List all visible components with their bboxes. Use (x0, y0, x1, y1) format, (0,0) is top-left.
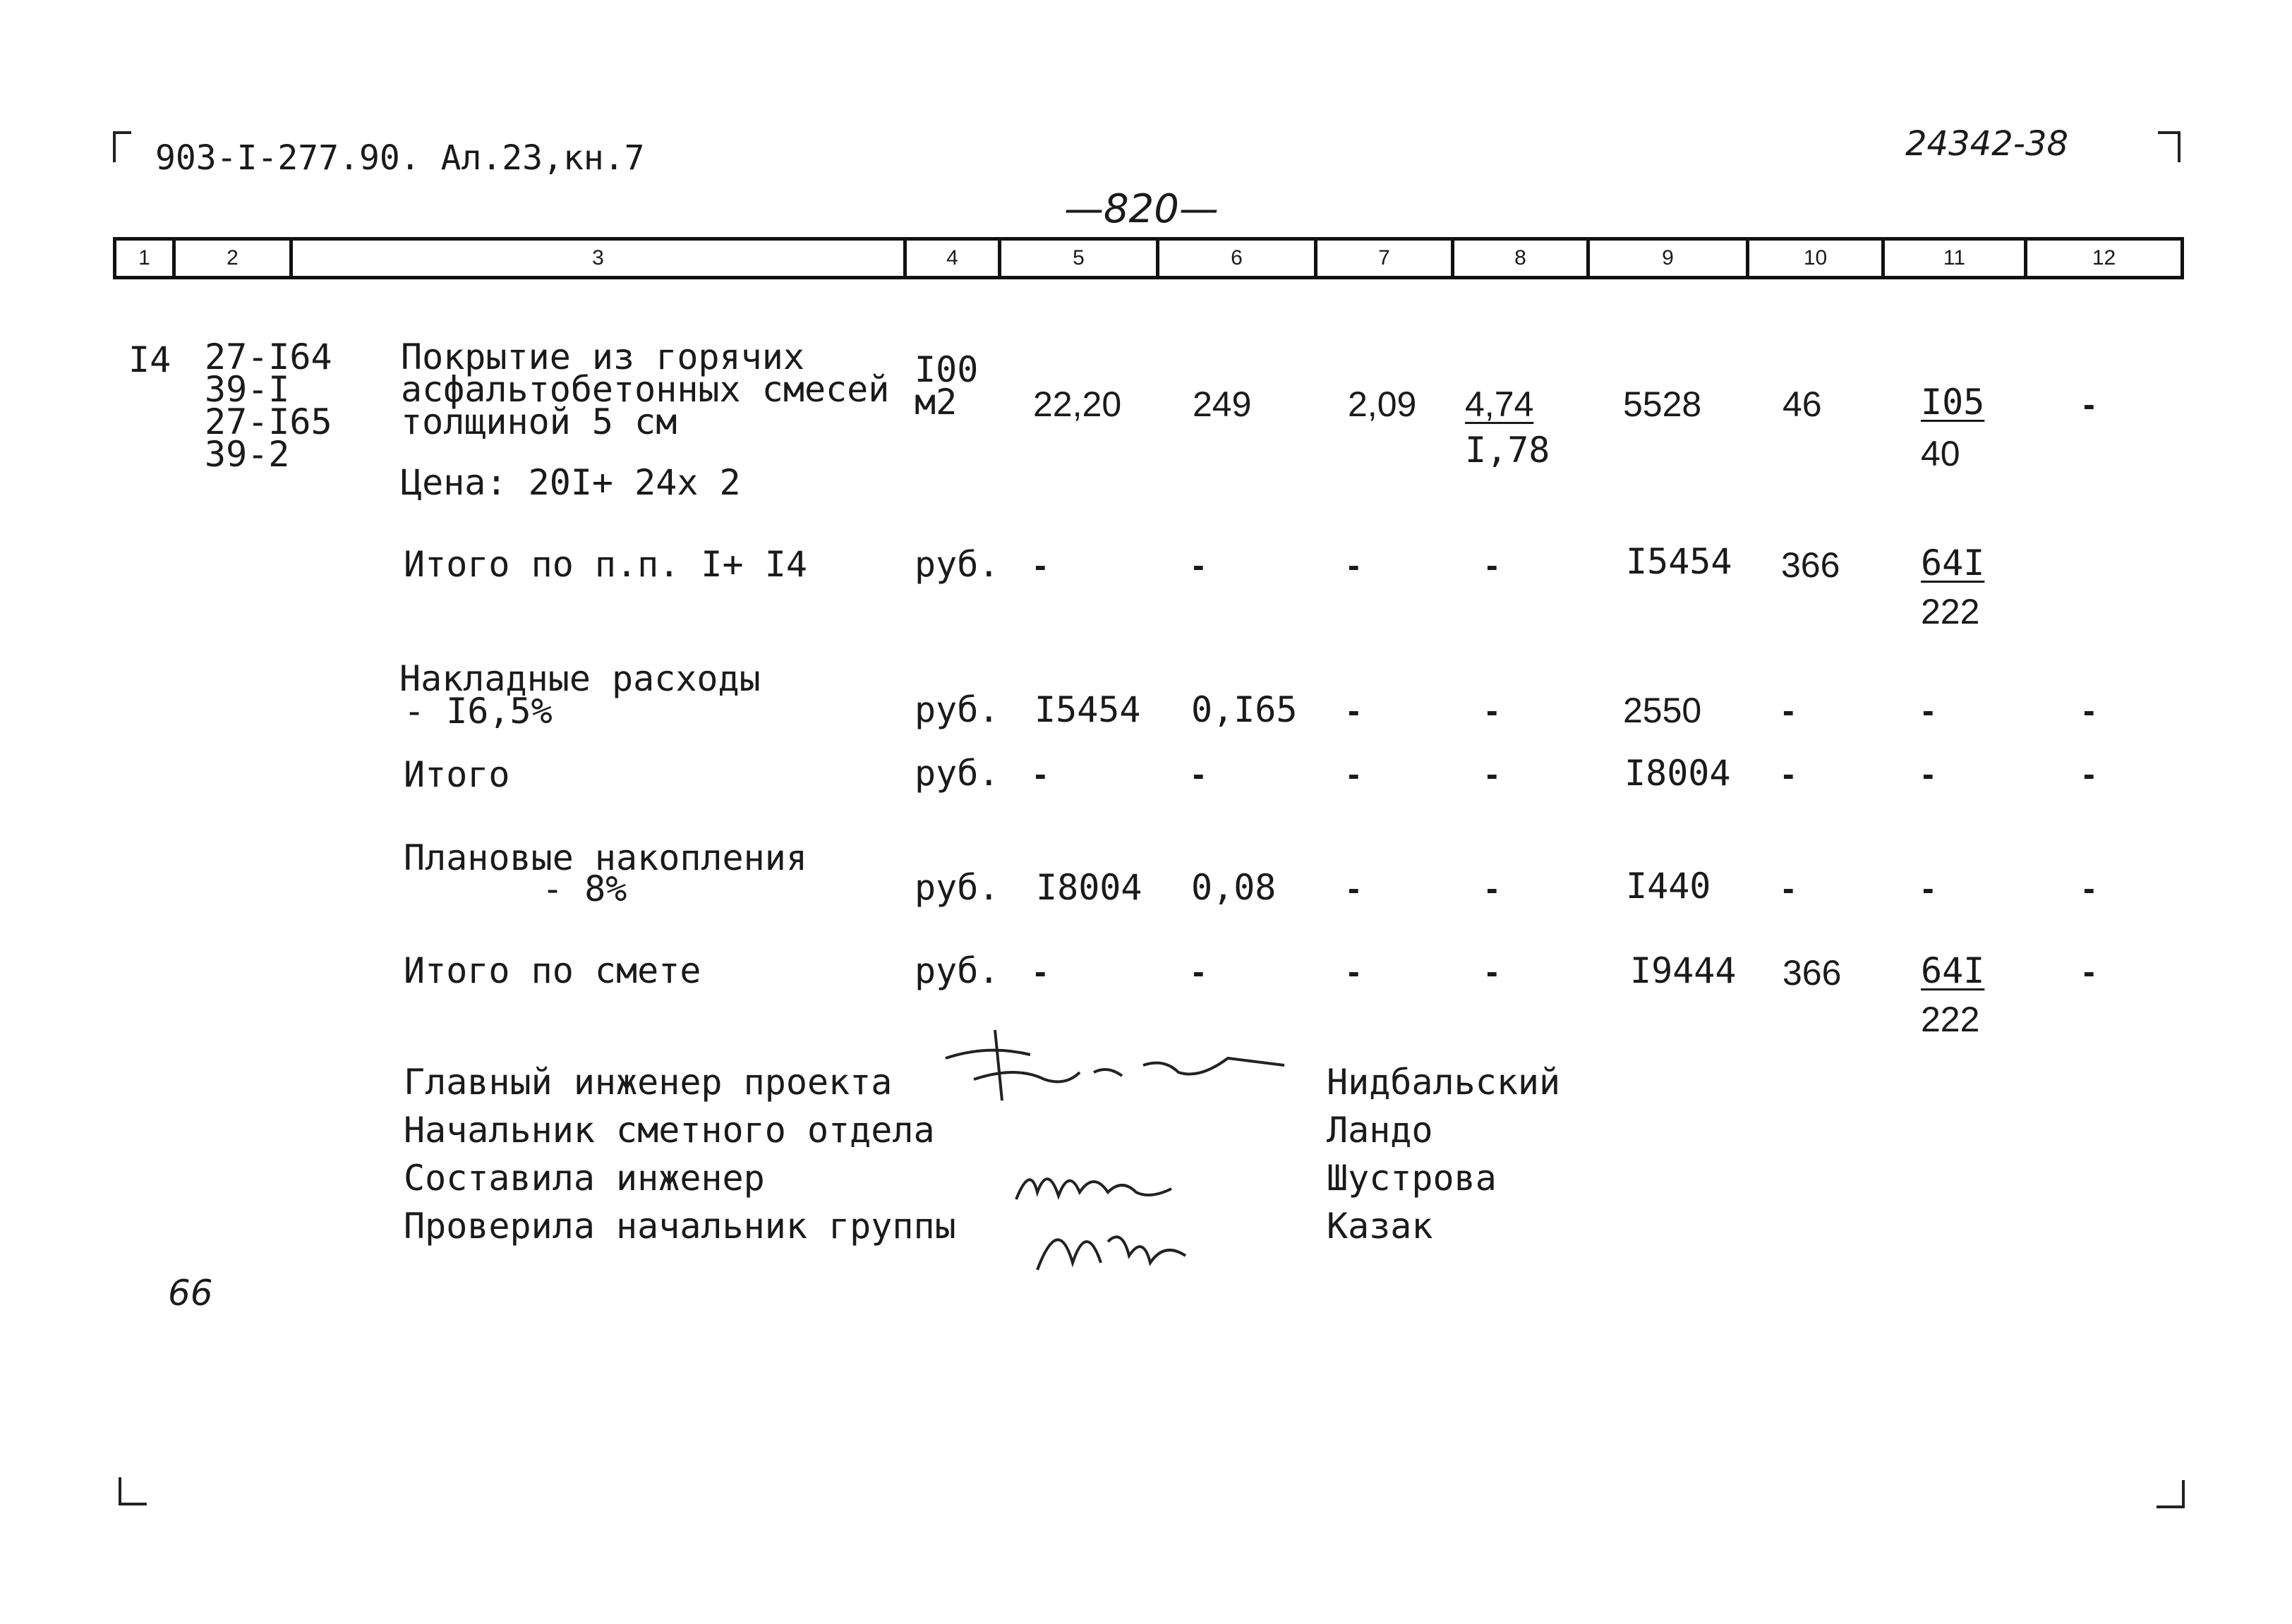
cell-col6: - (1193, 754, 1205, 794)
cell-col9: I5454 (1626, 541, 1732, 582)
cell-col12: - (2083, 952, 2095, 991)
handwritten-signature-chief-engineer (931, 1016, 1298, 1115)
footer-mark: 66 (168, 1273, 213, 1314)
col-header-1: 1 (115, 239, 174, 278)
description-line: Итого (404, 754, 510, 795)
cell-col8-bottom: I,78 (1465, 430, 1550, 471)
cell-col6: - (1193, 545, 1205, 585)
cell-col8: - (1486, 691, 1498, 730)
price-note: Цена: 20I+ 24х 2 (401, 462, 741, 503)
column-number-header (113, 237, 2184, 279)
col-header-10: 10 (1748, 239, 1883, 278)
cell-col6: 0,08 (1191, 867, 1277, 908)
cell-col10: - (1783, 868, 1795, 908)
cell-col8: - (1486, 868, 1498, 908)
col-header-4: 4 (905, 239, 1000, 278)
col-header-5: 5 (1000, 239, 1158, 278)
description-line: - I6,5% (404, 691, 553, 732)
corner-mark-top-left (113, 131, 131, 162)
cell-col6: 249 (1193, 384, 1252, 424)
cell-col9: I9444 (1630, 950, 1737, 991)
unit: руб. (915, 544, 1000, 585)
code: 27-I64 (205, 337, 332, 377)
cell-col7: - (1348, 868, 1360, 908)
cell-col11-bottom: 40 (1921, 434, 1960, 473)
cell-col7: - (1348, 952, 1360, 991)
cell-col11: - (1922, 868, 1934, 908)
cell-col6: 0,I65 (1191, 689, 1298, 730)
code: 39-I (205, 369, 290, 410)
corner-mark-top-right (2158, 131, 2181, 162)
cell-col5: - (1035, 952, 1047, 991)
corner-mark-bottom-left (119, 1477, 147, 1505)
description-line: Плановые накопления (404, 837, 807, 878)
document-code: 903-I-277.90. Ал.23,кн.7 (155, 138, 645, 178)
unit: I00 (915, 349, 979, 390)
cell-col11-top: 64I (1921, 543, 1985, 583)
cell-col9: I8004 (1624, 753, 1731, 794)
description-line: Покрытие из горячих (401, 337, 804, 377)
col-header-11: 11 (1883, 239, 2026, 278)
signature-name: Нидбальский (1327, 1062, 1561, 1103)
col-header-9: 9 (1588, 239, 1748, 278)
cell-col9: I440 (1626, 866, 1711, 907)
signature-role: Составила инженер (404, 1158, 765, 1199)
description-line: толщиной 5 см (401, 401, 677, 442)
cell-col7: - (1348, 691, 1360, 730)
col-header-8: 8 (1453, 239, 1588, 278)
col-header-6: 6 (1158, 239, 1316, 278)
cell-col8: - (1486, 754, 1498, 794)
code: 39-2 (205, 434, 290, 475)
description-line: асфальтобетонных смесей (401, 369, 890, 410)
cell-col10: 46 (1783, 384, 1822, 424)
cell-col10: 366 (1783, 953, 1842, 993)
cell-col5: I8004 (1036, 867, 1142, 908)
signature-name: Шустрова (1327, 1158, 1497, 1199)
cell-col7: - (1348, 545, 1360, 585)
signature-name: Казак (1327, 1206, 1433, 1247)
cell-col7: 2,09 (1348, 384, 1417, 424)
cell-col11: - (1922, 691, 1934, 730)
unit: м2 (915, 382, 958, 423)
cell-col6: - (1193, 952, 1205, 991)
cell-col12: - (2083, 691, 2095, 730)
col-header-2: 2 (174, 239, 291, 278)
cell-col11-top: 64I (1921, 950, 1985, 991)
cell-col12: - (2083, 868, 2095, 908)
signature-role: Проверила начальник группы (404, 1206, 956, 1247)
unit: руб. (915, 867, 1000, 908)
cell-col8: - (1486, 545, 1498, 585)
cell-col11-top: I05 (1921, 382, 1985, 423)
cell-col11: - (1922, 754, 1934, 794)
cell-col11-bottom: 222 (1921, 592, 1980, 631)
cell-col9: 5528 (1623, 384, 1702, 424)
col-header-12: 12 (2026, 239, 2183, 278)
unit: руб. (915, 950, 1000, 991)
col-header-7: 7 (1316, 239, 1453, 278)
cell-col5: - (1035, 545, 1047, 585)
description-line: Накладные расходы (399, 658, 761, 699)
signature-role: Главный инженер проекта (404, 1062, 893, 1103)
cell-col7: - (1348, 754, 1360, 794)
cell-col5: 22,20 (1033, 384, 1122, 424)
stamp-number: 24342-38 (1905, 124, 2069, 164)
cell-col10: - (1783, 754, 1795, 794)
cell-col10: 366 (1781, 545, 1840, 585)
cell-col5: I5454 (1035, 689, 1141, 730)
handwritten-signature-group-head (1030, 1199, 1200, 1291)
signature-name: Ландо (1327, 1110, 1433, 1151)
description-line: - 8% (542, 868, 627, 909)
description-line: Итого по п.п. I+ I4 (404, 544, 807, 585)
cell-col11-bottom: 222 (1921, 1000, 1980, 1039)
row-number: I4 (128, 339, 171, 380)
unit: руб. (915, 753, 1000, 794)
code: 27-I65 (205, 401, 332, 442)
cell-col10: - (1783, 691, 1795, 730)
cell-col9: 2550 (1623, 691, 1702, 730)
unit: руб. (915, 689, 1000, 730)
cell-col8-top: 4,74 (1465, 384, 1534, 424)
corner-mark-bottom-right (2157, 1480, 2185, 1508)
cell-col5: - (1035, 754, 1047, 794)
cell-col12: - (2083, 384, 2095, 424)
description-line: Итого по смете (404, 950, 701, 991)
cell-col12: - (2083, 754, 2095, 794)
col-header-3: 3 (291, 239, 905, 278)
page-number: —820— (1064, 186, 1219, 232)
cell-col8: - (1486, 952, 1498, 991)
signature-role: Начальник сметного отдела (404, 1110, 935, 1151)
